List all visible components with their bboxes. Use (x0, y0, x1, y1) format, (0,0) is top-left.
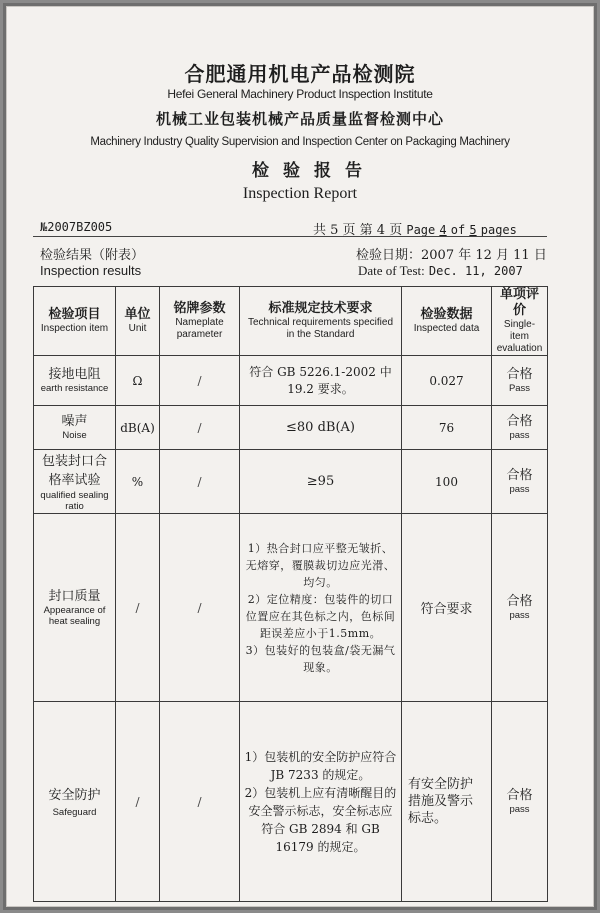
unit-cell: dB(A) (116, 406, 160, 450)
evaluation-cell: 合格 pass (492, 406, 548, 450)
header-rule (33, 236, 547, 237)
header-cell: 检验项目 Inspection item (34, 287, 116, 356)
page-info-of: of (450, 223, 466, 237)
header-cell: 检验数据 Inspected data (402, 287, 492, 356)
center-title-cn: 机械工业包装机械产品质量监督检测中心 (155, 110, 444, 128)
test-date-cn: 检验日期：2007 年 12 月 11 日 (356, 248, 547, 263)
unit-cell: % (116, 450, 160, 514)
page-total: 5 (469, 223, 477, 237)
evaluation-cell: 合格 Pass (492, 356, 548, 406)
table-row (34, 406, 548, 450)
unit-cell: / (116, 702, 160, 902)
report-number: №2007BZ005 (40, 220, 113, 234)
results-table (33, 286, 548, 902)
requirement-cell: 1）包装机的安全防护应符合 JB 7233 的规定。 2）包装机上应有清晰醒目的安全警示标志，安全标志应符合 GB 2894 和 GB 16179 的规定。 (240, 702, 402, 902)
page-info-cn: 共 5 页 第 4 页 (313, 223, 403, 238)
data-cell: 0.027 (402, 356, 492, 406)
unit-cell: Ω (116, 356, 160, 406)
data-cell: 符合要求 (402, 514, 492, 702)
institute-title-cn: 合肥通用机电产品检测院 (184, 62, 416, 86)
data-cell: 76 (402, 406, 492, 450)
table-header-row (34, 287, 548, 356)
institute-title-en: Hefei General Machinery Product Inspection Institute (167, 87, 433, 101)
unit-cell: / (116, 514, 160, 702)
requirement-cell: 1）热合封口应平整无皱折、无熔穿，覆膜裁切边应光滑、均匀。 2）定位精度：包装件的切口位置应在其色标之内，色标间距误差应小于1.5mm。 3）包装好的包装盒/袋无漏气现象。 (240, 514, 402, 702)
table-row (34, 450, 548, 514)
results-label-cn: 检验结果（附表） (40, 248, 145, 263)
page-current: 4 (439, 223, 447, 237)
item-cell: 包装封口合格率试验 qualified sealing ratio (34, 450, 116, 514)
test-date-en-value: Dec. 11, 2007 (428, 264, 523, 278)
report-title-cn: 检验报告 (252, 161, 376, 181)
nameplate-cell: / (160, 702, 240, 902)
header-cell: 单位 Unit (116, 287, 160, 356)
header-cell: 铭牌参数 Nameplate parameter (160, 287, 240, 356)
table-row (34, 702, 548, 902)
test-date-en-label: Date of Test: (358, 263, 425, 278)
requirement-cell: ≥95 (240, 450, 402, 514)
test-date-en (358, 263, 523, 279)
data-cell: 100 (402, 450, 492, 514)
page-info-label: Page (406, 223, 436, 237)
nameplate-cell: / (160, 514, 240, 702)
requirement-cell: 符合 GB 5226.1-2002 中 19.2 要求。 (240, 356, 402, 406)
table-row (34, 356, 548, 406)
item-cell: 噪声 Noise (34, 406, 116, 450)
item-cell: 封口质量 Appearance of heat sealing (34, 514, 116, 702)
header-cell: 单项评价 Single-item evaluation (492, 287, 548, 356)
page-info-pages: pages (480, 223, 517, 237)
evaluation-cell: 合格 pass (492, 450, 548, 514)
table-row (34, 514, 548, 702)
item-cell: 安全防护 Safeguard (34, 702, 116, 902)
header-cell: 标准规定技术要求 Technical requirements specified in the Standard (240, 287, 402, 356)
evaluation-cell: 合格 pass (492, 514, 548, 702)
center-title-en: Machinery Industry Quality Supervision and Inspection Center on Packaging Machinery (90, 136, 510, 148)
nameplate-cell: / (160, 450, 240, 514)
requirement-cell: ≤80 dB(A) (240, 406, 402, 450)
report-title-en: Inspection Report (242, 185, 358, 202)
nameplate-cell: / (160, 356, 240, 406)
item-cell: 接地电阻 earth resistance (34, 356, 116, 406)
data-cell: 有安全防护措施及警示标志。 (402, 702, 492, 902)
results-label-en: Inspection results (40, 263, 142, 278)
nameplate-cell: / (160, 406, 240, 450)
evaluation-cell: 合格 pass (492, 702, 548, 902)
